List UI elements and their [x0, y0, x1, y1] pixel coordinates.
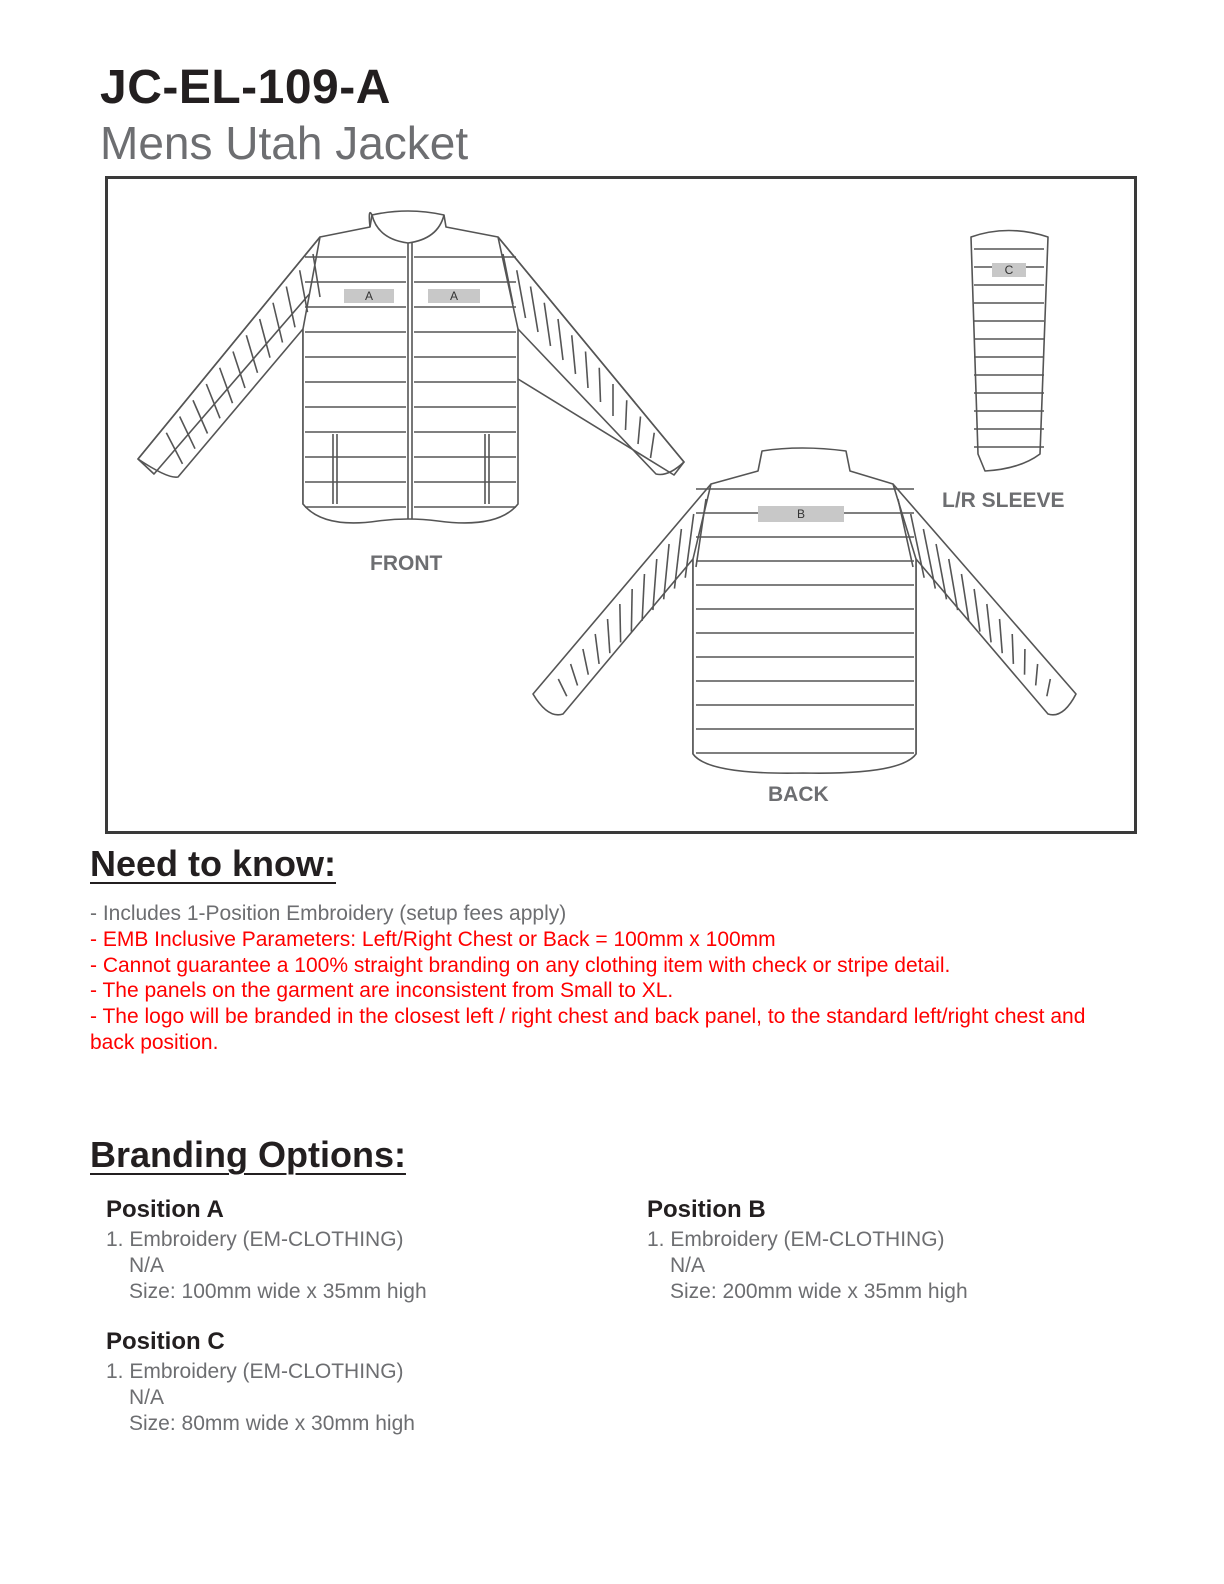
position-title: Position C	[106, 1328, 225, 1355]
marker-a-right-label: A	[449, 289, 459, 303]
quilt-line	[631, 589, 632, 632]
position-title: Position B	[647, 1196, 766, 1223]
front-view-label: FRONT	[370, 552, 443, 575]
position-detail: N/A	[670, 1253, 706, 1277]
product-name: Mens Utah Jacket	[100, 117, 469, 169]
marker-a-left-label: A	[364, 289, 374, 303]
position-title: Position A	[106, 1196, 224, 1223]
position-method: 1. Embroidery (EM-CLOTHING)	[647, 1228, 945, 1251]
note-item: - The panels on the garment are inconsistent from Small to XL.	[90, 979, 674, 1003]
back-view-label: BACK	[768, 783, 829, 806]
quilt-line	[620, 604, 621, 642]
note-item: - Cannot guarantee a 100% straight branding on any clothing item with check or stripe detail.	[90, 953, 951, 977]
product-code: JC-EL-109-A	[100, 61, 391, 114]
position-size: Size: 80mm wide x 30mm high	[129, 1411, 415, 1435]
position-detail: N/A	[129, 1253, 165, 1277]
branding-options-heading: Branding Options:	[90, 1134, 406, 1175]
note-item: - The logo will be branded in the closest left / right chest and back panel, to the standard left/right chest and back position.	[90, 1005, 1086, 1054]
marker-b-label: B	[796, 507, 806, 521]
position-size: Size: 200mm wide x 35mm high	[670, 1279, 968, 1303]
position-b-block	[647, 1196, 1127, 1304]
position-a-block	[106, 1196, 586, 1304]
marker-c-label: C	[1004, 263, 1014, 277]
front-jacket-drawing	[138, 211, 684, 523]
note-item: - EMB Inclusive Parameters: Left/Right Chest or Back = 100mm x 100mm	[90, 927, 776, 951]
position-size: Size: 100mm wide x 35mm high	[129, 1279, 427, 1303]
need-to-know-heading: Need to know:	[90, 843, 337, 884]
need-to-know-notes	[90, 901, 1130, 1056]
garment-diagram-frame	[105, 176, 1137, 834]
note-item: - Includes 1-Position Embroidery (setup fees apply)	[90, 902, 567, 925]
position-c-block	[106, 1328, 586, 1436]
position-detail: N/A	[129, 1385, 165, 1409]
position-method: 1. Embroidery (EM-CLOTHING)	[106, 1228, 404, 1251]
position-method: 1. Embroidery (EM-CLOTHING)	[106, 1360, 404, 1383]
sleeve-view-label: L/R SLEEVE	[942, 489, 1065, 512]
